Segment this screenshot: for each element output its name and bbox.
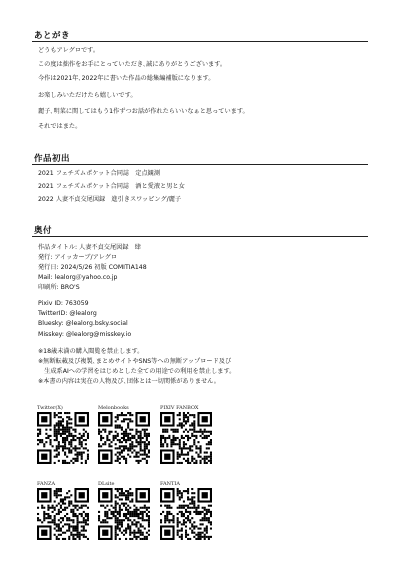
contact-pixiv: Pixiv ID: 763059 xyxy=(38,300,89,307)
qr-code xyxy=(98,488,150,540)
colophon-work-title: 作品タイトル: 人妻不貞交尾図録 肆 xyxy=(38,244,141,251)
afterword-title: あとがき xyxy=(34,31,71,41)
first-appearance-item: 2021 フェチズムポケット合同誌 酒と愛液と男と女 xyxy=(38,183,185,190)
qr-twitter xyxy=(37,405,95,464)
qr-code xyxy=(98,412,150,464)
contact-misskey: Misskey: @lealorg@misskey.io xyxy=(38,331,132,338)
qr-label: DLsite xyxy=(98,481,115,487)
qr-label: PIXIV FANBOX xyxy=(160,405,199,411)
contact-twitter: TwitterID: @lealorg xyxy=(38,310,97,317)
afterword-line: 今作は2021年､2022年に書いた作品の総集編補版になります。 xyxy=(38,75,215,82)
afterword-divider xyxy=(32,41,368,42)
afterword-line: この度は拙作をお手にとっていただき､誠にありがとうございます。 xyxy=(38,61,227,68)
notice-fiction: ※本書の内容は実在の人物及び､団体とは一切関係がありません。 xyxy=(38,378,220,385)
first-appearance-item: 2021 フェチズムポケット合同誌 定点観測 xyxy=(38,170,161,177)
qr-dlsite xyxy=(98,481,156,540)
qr-fantia xyxy=(160,481,218,540)
first-appearance-title: 作品初出 xyxy=(34,154,71,164)
afterword-line: お楽しみいただけたら嬉しいです。 xyxy=(38,92,137,99)
qr-code xyxy=(160,412,212,464)
qr-code xyxy=(160,488,212,540)
qr-label: FANTIA xyxy=(160,481,180,487)
colophon-issue-date: 発行日: 2024/5/26 初版 COMITIA148 xyxy=(38,264,147,271)
colophon-divider xyxy=(32,236,368,237)
afterword-line: どうもアレグロです。 xyxy=(38,47,100,54)
contact-bluesky: Bluesky: @lealorg.bsky.social xyxy=(38,320,128,327)
first-appearance-item: 2022 人妻不貞交尾図録 進引きスワッピング/麗子 xyxy=(38,196,182,203)
qr-code xyxy=(37,412,89,464)
colophon-mail: Mail: lealorg＠yahoo.co.jp xyxy=(38,274,118,281)
qr-melonbooks xyxy=(98,405,156,464)
notice-no-reproduction: ※無断転載及び複製､まとめサイトやSNS等への無断アップロード及び xyxy=(38,358,232,365)
qr-label: FANZA xyxy=(37,481,56,487)
first-appearance-divider xyxy=(32,164,368,165)
afterword-line: 麗子､明菜に関してはもう1作ずつお話が作れたらいいなぁと思っています。 xyxy=(38,108,249,115)
qr-code xyxy=(37,488,89,540)
colophon-publisher: 発行: アイッカーブ/アレグロ xyxy=(38,254,118,261)
qr-fanbox xyxy=(160,405,218,464)
notice-no-ai-training: 生成系AIへの学習をはじめとした全ての用途での利用を禁止します。 xyxy=(38,368,236,375)
afterword-line: それではまた。 xyxy=(38,123,82,130)
notice-age-restriction: ※18歳未満の購入閲覧を禁止します。 xyxy=(38,348,144,355)
qr-label: Twitter(X) xyxy=(37,405,63,411)
qr-label: Melonbooks xyxy=(98,405,129,411)
colophon-printer: 印刷所: BRO'S xyxy=(38,284,80,291)
qr-fanza xyxy=(37,481,95,540)
colophon-title: 奥付 xyxy=(34,226,53,236)
